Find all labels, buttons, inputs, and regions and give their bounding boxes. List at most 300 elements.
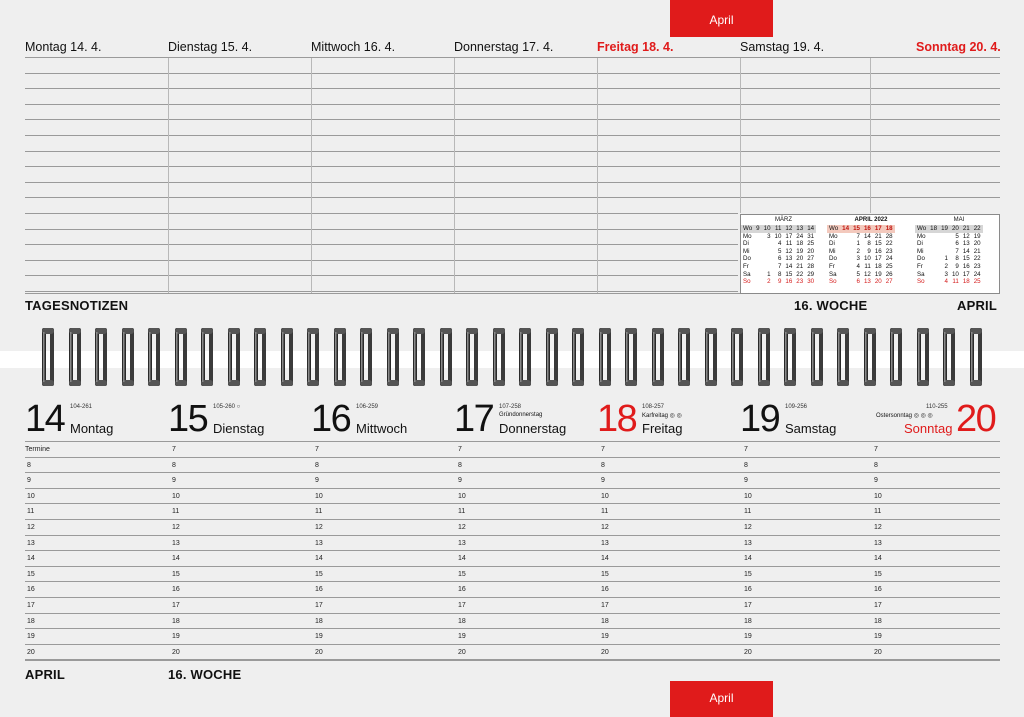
date-cell: 9 — [867, 247, 871, 255]
hour-label: 13 — [874, 540, 882, 547]
date-cell: 23 — [973, 262, 981, 270]
hour-label: 16 — [27, 586, 35, 593]
spiral-ring — [439, 326, 454, 388]
spiral-ring — [412, 326, 427, 388]
weekday-abbr: Mo — [743, 232, 752, 240]
upper-rule-line — [25, 293, 740, 294]
day-number: 16 — [311, 398, 351, 440]
upper-rule-line — [25, 229, 738, 230]
hour-label: 17 — [27, 602, 35, 609]
hour-label: 15 — [27, 571, 35, 578]
spiral-ring — [200, 326, 215, 388]
month-tab-bottom[interactable]: April — [670, 681, 773, 717]
date-cell — [840, 240, 851, 248]
week-number: 22 — [973, 225, 981, 232]
hour-label: 18 — [601, 618, 609, 625]
day-code: 108-257 — [642, 404, 665, 410]
hour-label: 13 — [458, 540, 466, 547]
date-cell: 12 — [863, 270, 871, 278]
week-label: Wo — [917, 225, 927, 232]
spiral-ring — [545, 326, 560, 388]
date-cell — [762, 240, 773, 248]
hour-label: 12 — [744, 524, 752, 531]
date-cell: 25 — [807, 240, 815, 248]
date-cell: 13 — [785, 255, 793, 263]
holiday-label: Gründonnerstag — [499, 412, 543, 418]
hour-rule-line — [25, 597, 1000, 598]
hour-label: 7 — [601, 446, 605, 453]
upper-day-header: Donnerstag 17. 4. — [454, 40, 554, 54]
spiral-ring — [704, 326, 719, 388]
mini-cal-month — [741, 225, 816, 286]
date-cell: 15 — [785, 270, 793, 278]
spiral-ring — [836, 326, 851, 388]
date-cell: 19 — [973, 232, 981, 240]
day-code: 107-258 — [499, 404, 522, 410]
day-name: Mittwoch — [356, 421, 408, 436]
hour-label: 11 — [27, 508, 35, 515]
spiral-ring — [518, 326, 533, 388]
date-cell: 2 — [767, 278, 771, 286]
date-cell: 26 — [885, 270, 893, 278]
hour-label: 17 — [744, 602, 752, 609]
hour-label: 15 — [744, 571, 752, 578]
date-cell: 16 — [962, 262, 970, 270]
date-cell: 17 — [874, 255, 882, 263]
spiral-ring — [571, 326, 586, 388]
date-cell: 2 — [944, 262, 948, 270]
date-cell: 1 — [767, 270, 771, 278]
day-name: Sonntag — [904, 421, 953, 436]
hour-rule-line — [25, 660, 1000, 661]
week-number: 18 — [930, 225, 938, 232]
day-code: 110-255 — [926, 404, 948, 410]
hour-label: 15 — [601, 571, 609, 578]
date-cell: 15 — [962, 255, 970, 263]
date-cell: 21 — [874, 232, 882, 240]
weekday-abbr: So — [829, 278, 837, 286]
hour-label: 17 — [458, 602, 466, 609]
date-cell — [928, 271, 939, 279]
hour-label: 20 — [172, 649, 180, 656]
week-title-lower: 16. WOCHE — [168, 667, 242, 682]
upper-rule-line — [25, 244, 738, 245]
spiral-ring — [41, 326, 56, 388]
appointments-label: Termine — [25, 446, 50, 453]
hour-label: 13 — [172, 540, 180, 547]
date-cell: 8 — [777, 270, 782, 278]
hour-label: 8 — [172, 462, 176, 469]
date-cell: 18 — [796, 240, 804, 248]
date-cell: 4 — [944, 278, 948, 286]
week-number: 19 — [941, 225, 948, 232]
hour-rule-line — [25, 472, 1000, 473]
hour-label: 17 — [874, 602, 882, 609]
date-cell: 14 — [785, 262, 793, 270]
hour-label: 13 — [601, 540, 609, 547]
date-cell — [928, 240, 939, 248]
weekday-abbr: Sa — [743, 270, 751, 278]
hour-label: 10 — [27, 493, 35, 500]
date-cell: 7 — [856, 232, 860, 240]
date-cell: 7 — [955, 247, 959, 255]
week-number: 20 — [951, 225, 959, 232]
spiral-ring — [863, 326, 878, 388]
date-cell: 27 — [807, 255, 815, 263]
date-cell — [939, 240, 950, 248]
date-cell: 24 — [796, 232, 804, 240]
hour-rule-line — [25, 644, 1000, 645]
weekday-abbr: So — [743, 278, 751, 286]
date-cell — [754, 278, 761, 286]
upper-rule-line — [25, 213, 738, 214]
spiral-ring — [94, 326, 109, 388]
date-cell — [928, 255, 939, 263]
date-cell: 6 — [856, 278, 860, 286]
upper-rule-line — [25, 57, 1000, 58]
week-label: Wo — [743, 225, 753, 232]
date-cell — [840, 278, 851, 286]
date-cell — [762, 263, 773, 271]
date-cell: 3 — [944, 270, 948, 278]
date-cell: 19 — [874, 270, 882, 278]
day-name: Samstag — [785, 421, 837, 436]
date-cell: 6 — [777, 255, 782, 263]
week-number: 11 — [773, 225, 784, 233]
hour-label: 17 — [315, 602, 323, 609]
spiral-ring — [677, 326, 692, 388]
date-cell — [928, 248, 939, 256]
spiral-ring — [253, 326, 268, 388]
week-number: 18 — [885, 225, 893, 232]
date-cell — [928, 278, 939, 286]
spiral-ring — [810, 326, 825, 388]
date-cell — [754, 233, 761, 241]
hour-label: 7 — [874, 446, 878, 453]
upper-rule-line — [25, 166, 1000, 167]
date-cell: 21 — [973, 247, 981, 255]
date-cell: 16 — [785, 278, 793, 286]
hour-label: 16 — [172, 586, 180, 593]
date-cell: 5 — [777, 247, 782, 255]
day-name: Donnerstag — [499, 421, 567, 436]
date-cell: 4 — [856, 262, 860, 270]
date-cell — [840, 255, 851, 263]
date-cell: 10 — [863, 255, 871, 263]
date-cell — [754, 263, 761, 271]
date-cell — [762, 248, 773, 256]
mini-cal-month — [915, 225, 983, 286]
spiral-ring — [174, 326, 189, 388]
date-cell: 5 — [856, 270, 860, 278]
date-cell: 28 — [885, 232, 893, 240]
date-cell — [762, 255, 773, 263]
hour-label: 18 — [458, 618, 466, 625]
upper-rule-line — [25, 119, 1000, 120]
date-cell: 15 — [874, 240, 882, 248]
hour-label: 9 — [874, 477, 878, 484]
spiral-ring — [942, 326, 957, 388]
week-number: 9 — [756, 225, 760, 232]
week-number: 14 — [807, 225, 815, 232]
spiral-ring — [68, 326, 83, 388]
hour-label: 14 — [315, 555, 323, 562]
hour-rule-line — [25, 519, 1000, 520]
day-name: Dienstag — [213, 421, 265, 436]
day-code: 105-260 ○ — [213, 404, 241, 410]
weekday-abbr: Mo — [829, 232, 838, 240]
hour-label: 13 — [744, 540, 752, 547]
spiral-ring — [730, 326, 745, 388]
date-cell: 8 — [955, 255, 959, 263]
hour-label: 14 — [27, 555, 35, 562]
spiral-ring — [969, 326, 984, 388]
hour-label: 10 — [601, 493, 609, 500]
date-cell — [939, 248, 950, 256]
date-cell — [754, 248, 761, 256]
date-cell: 10 — [951, 270, 959, 278]
daily-notes-title: TAGESNOTIZEN — [25, 298, 129, 313]
date-cell: 13 — [962, 240, 970, 248]
hour-label: 18 — [27, 618, 35, 625]
hour-label: 19 — [601, 633, 609, 640]
hour-label: 17 — [172, 602, 180, 609]
week-title-upper: 16. WOCHE — [794, 298, 868, 313]
date-cell: 6 — [955, 240, 959, 248]
date-cell: 22 — [973, 255, 981, 263]
date-cell: 22 — [885, 240, 893, 248]
hour-label: 9 — [315, 477, 319, 484]
hour-label: 15 — [458, 571, 466, 578]
month-tab-top[interactable]: April — [670, 0, 773, 37]
date-cell: 24 — [973, 270, 981, 278]
upper-day-header: Montag 14. 4. — [25, 40, 102, 54]
date-cell: 20 — [973, 240, 981, 248]
date-cell: 17 — [785, 232, 793, 240]
spiral-ring — [227, 326, 242, 388]
hour-label: 8 — [27, 462, 31, 469]
hour-label: 12 — [874, 524, 882, 531]
date-cell — [840, 263, 851, 271]
hour-label: 16 — [874, 586, 882, 593]
hour-label: 15 — [874, 571, 882, 578]
upper-day-header: Mittwoch 16. 4. — [311, 40, 396, 54]
month-title-upper: APRIL — [957, 298, 997, 313]
date-cell — [840, 271, 851, 279]
hour-label: 14 — [744, 555, 752, 562]
hour-label: 8 — [315, 462, 319, 469]
weekday-abbr: Mi — [743, 247, 750, 255]
date-cell: 11 — [864, 262, 871, 270]
hour-label: 16 — [315, 586, 323, 593]
date-cell — [840, 233, 851, 241]
date-cell: 8 — [867, 240, 871, 248]
mini-cal-cur-title: APRIL 2022 — [854, 217, 888, 223]
hour-label: 11 — [601, 508, 609, 515]
hour-label: 7 — [744, 446, 748, 453]
upper-day-header: Samstag 19. 4. — [740, 40, 825, 54]
hour-label: 19 — [744, 633, 752, 640]
date-cell: 11 — [785, 240, 793, 248]
mini-cal-next-title: MAI — [953, 217, 965, 223]
spiral-ring — [651, 326, 666, 388]
hour-label: 9 — [744, 477, 748, 484]
date-cell: 19 — [796, 247, 804, 255]
hour-rule-line — [25, 581, 1000, 582]
date-cell: 14 — [962, 247, 970, 255]
spiral-ring — [306, 326, 321, 388]
upper-rule-line — [25, 151, 1000, 152]
hour-label: 16 — [744, 586, 752, 593]
hour-label: 16 — [458, 586, 466, 593]
hour-label: 8 — [601, 462, 605, 469]
hour-label: 9 — [601, 477, 605, 484]
date-cell: 30 — [807, 278, 815, 286]
hour-label: 13 — [27, 540, 35, 547]
upper-rule-line — [25, 182, 1000, 183]
day-number: 17 — [454, 398, 494, 440]
date-cell: 2 — [856, 247, 860, 255]
weekday-abbr: Mo — [917, 232, 926, 240]
date-cell: 22 — [796, 270, 804, 278]
hour-label: 10 — [458, 493, 466, 500]
hour-label: 18 — [874, 618, 882, 625]
mini-calendar — [740, 214, 1000, 294]
hour-label: 20 — [315, 649, 323, 656]
hour-label: 20 — [27, 649, 35, 656]
date-cell: 23 — [796, 278, 804, 286]
mini-cal-month — [827, 225, 895, 286]
hour-label: 13 — [315, 540, 323, 547]
weekday-abbr: Sa — [829, 270, 837, 278]
hour-label: 7 — [172, 446, 176, 453]
hour-label: 19 — [27, 633, 35, 640]
date-cell: 27 — [885, 278, 893, 286]
date-cell: 20 — [796, 255, 804, 263]
spiral-ring — [386, 326, 401, 388]
weekday-abbr: Di — [829, 240, 835, 248]
spiral-ring — [598, 326, 613, 388]
day-code: 104-261 — [70, 404, 93, 410]
date-cell: 3 — [856, 255, 860, 263]
upper-column-divider — [740, 58, 741, 213]
date-cell — [754, 240, 761, 248]
date-cell — [754, 255, 761, 263]
hour-label: 9 — [172, 477, 176, 484]
upper-rule-line — [25, 291, 738, 292]
day-number: 15 — [168, 398, 208, 440]
date-cell: 23 — [885, 247, 893, 255]
hour-rule-line — [25, 535, 1000, 536]
holiday-label: Ostersonntag ◎ ◎ ◎ — [876, 413, 933, 419]
hour-label: 7 — [315, 446, 319, 453]
hour-label: 11 — [458, 508, 466, 515]
hour-label: 18 — [172, 618, 180, 625]
hour-label: 20 — [744, 649, 752, 656]
hour-rule-line — [25, 628, 1000, 629]
spiral-ring — [121, 326, 136, 388]
date-cell — [928, 263, 939, 271]
date-cell — [939, 233, 950, 241]
weekday-abbr: So — [917, 278, 925, 286]
hour-label: 15 — [172, 571, 180, 578]
hour-label: 11 — [315, 508, 323, 515]
weekday-abbr: Sa — [917, 270, 925, 278]
day-number: 14 — [25, 398, 65, 440]
hour-label: 11 — [172, 508, 180, 515]
date-cell: 12 — [785, 247, 793, 255]
upper-day-header: Freitag 18. 4. — [597, 40, 674, 54]
hour-label: 20 — [601, 649, 609, 656]
hour-label: 17 — [601, 602, 609, 609]
hour-label: 10 — [172, 493, 180, 500]
hour-label: 10 — [315, 493, 323, 500]
day-number: 19 — [740, 398, 780, 440]
day-number: 18 — [597, 398, 637, 440]
hour-label: 7 — [458, 446, 462, 453]
hour-label: 14 — [172, 555, 180, 562]
week-label: Wo — [829, 225, 839, 232]
spiral-ring — [757, 326, 772, 388]
hour-label: 12 — [315, 524, 323, 531]
date-cell: 1 — [944, 255, 948, 263]
date-cell: 3 — [767, 232, 771, 240]
date-cell: 25 — [973, 278, 981, 286]
day-number: 20 — [956, 398, 996, 440]
spiral-ring — [492, 326, 507, 388]
day-code: 109-256 — [785, 404, 808, 410]
hour-rule-line — [25, 566, 1000, 567]
hour-label: 8 — [458, 462, 462, 469]
hour-label: 14 — [874, 555, 882, 562]
weekday-abbr: Do — [829, 255, 837, 263]
upper-rule-line — [25, 104, 1000, 105]
spiral-ring — [280, 326, 295, 388]
date-cell: 31 — [807, 232, 815, 240]
week-number: 12 — [785, 225, 793, 232]
day-name: Freitag — [642, 421, 683, 436]
hour-label: 8 — [744, 462, 748, 469]
weekday-abbr: Di — [743, 240, 749, 248]
day-name: Montag — [70, 421, 114, 436]
weekday-abbr: Mi — [917, 247, 924, 255]
hour-label: 18 — [315, 618, 323, 625]
weekday-abbr: Do — [743, 255, 751, 263]
spiral-ring — [624, 326, 639, 388]
upper-column-divider — [870, 58, 871, 213]
weekday-abbr: Mi — [829, 247, 836, 255]
week-number: 10 — [763, 225, 771, 232]
hour-label: 20 — [458, 649, 466, 656]
hour-label: 12 — [601, 524, 609, 531]
hour-label: 19 — [458, 633, 466, 640]
date-cell: 1 — [856, 240, 860, 248]
date-cell: 14 — [863, 232, 871, 240]
date-cell: 13 — [863, 278, 871, 286]
date-cell — [928, 233, 939, 241]
date-cell: 18 — [874, 262, 882, 270]
date-cell: 24 — [885, 255, 893, 263]
spiral-ring — [916, 326, 931, 388]
week-number: 16 — [863, 225, 871, 232]
hour-rule-line — [25, 488, 1000, 489]
upper-rule-line — [25, 260, 738, 261]
hour-label: 19 — [874, 633, 882, 640]
hour-label: 11 — [874, 508, 882, 515]
week-number: 14 — [842, 225, 850, 232]
date-cell: 16 — [874, 247, 882, 255]
hour-rule-line — [25, 457, 1000, 458]
